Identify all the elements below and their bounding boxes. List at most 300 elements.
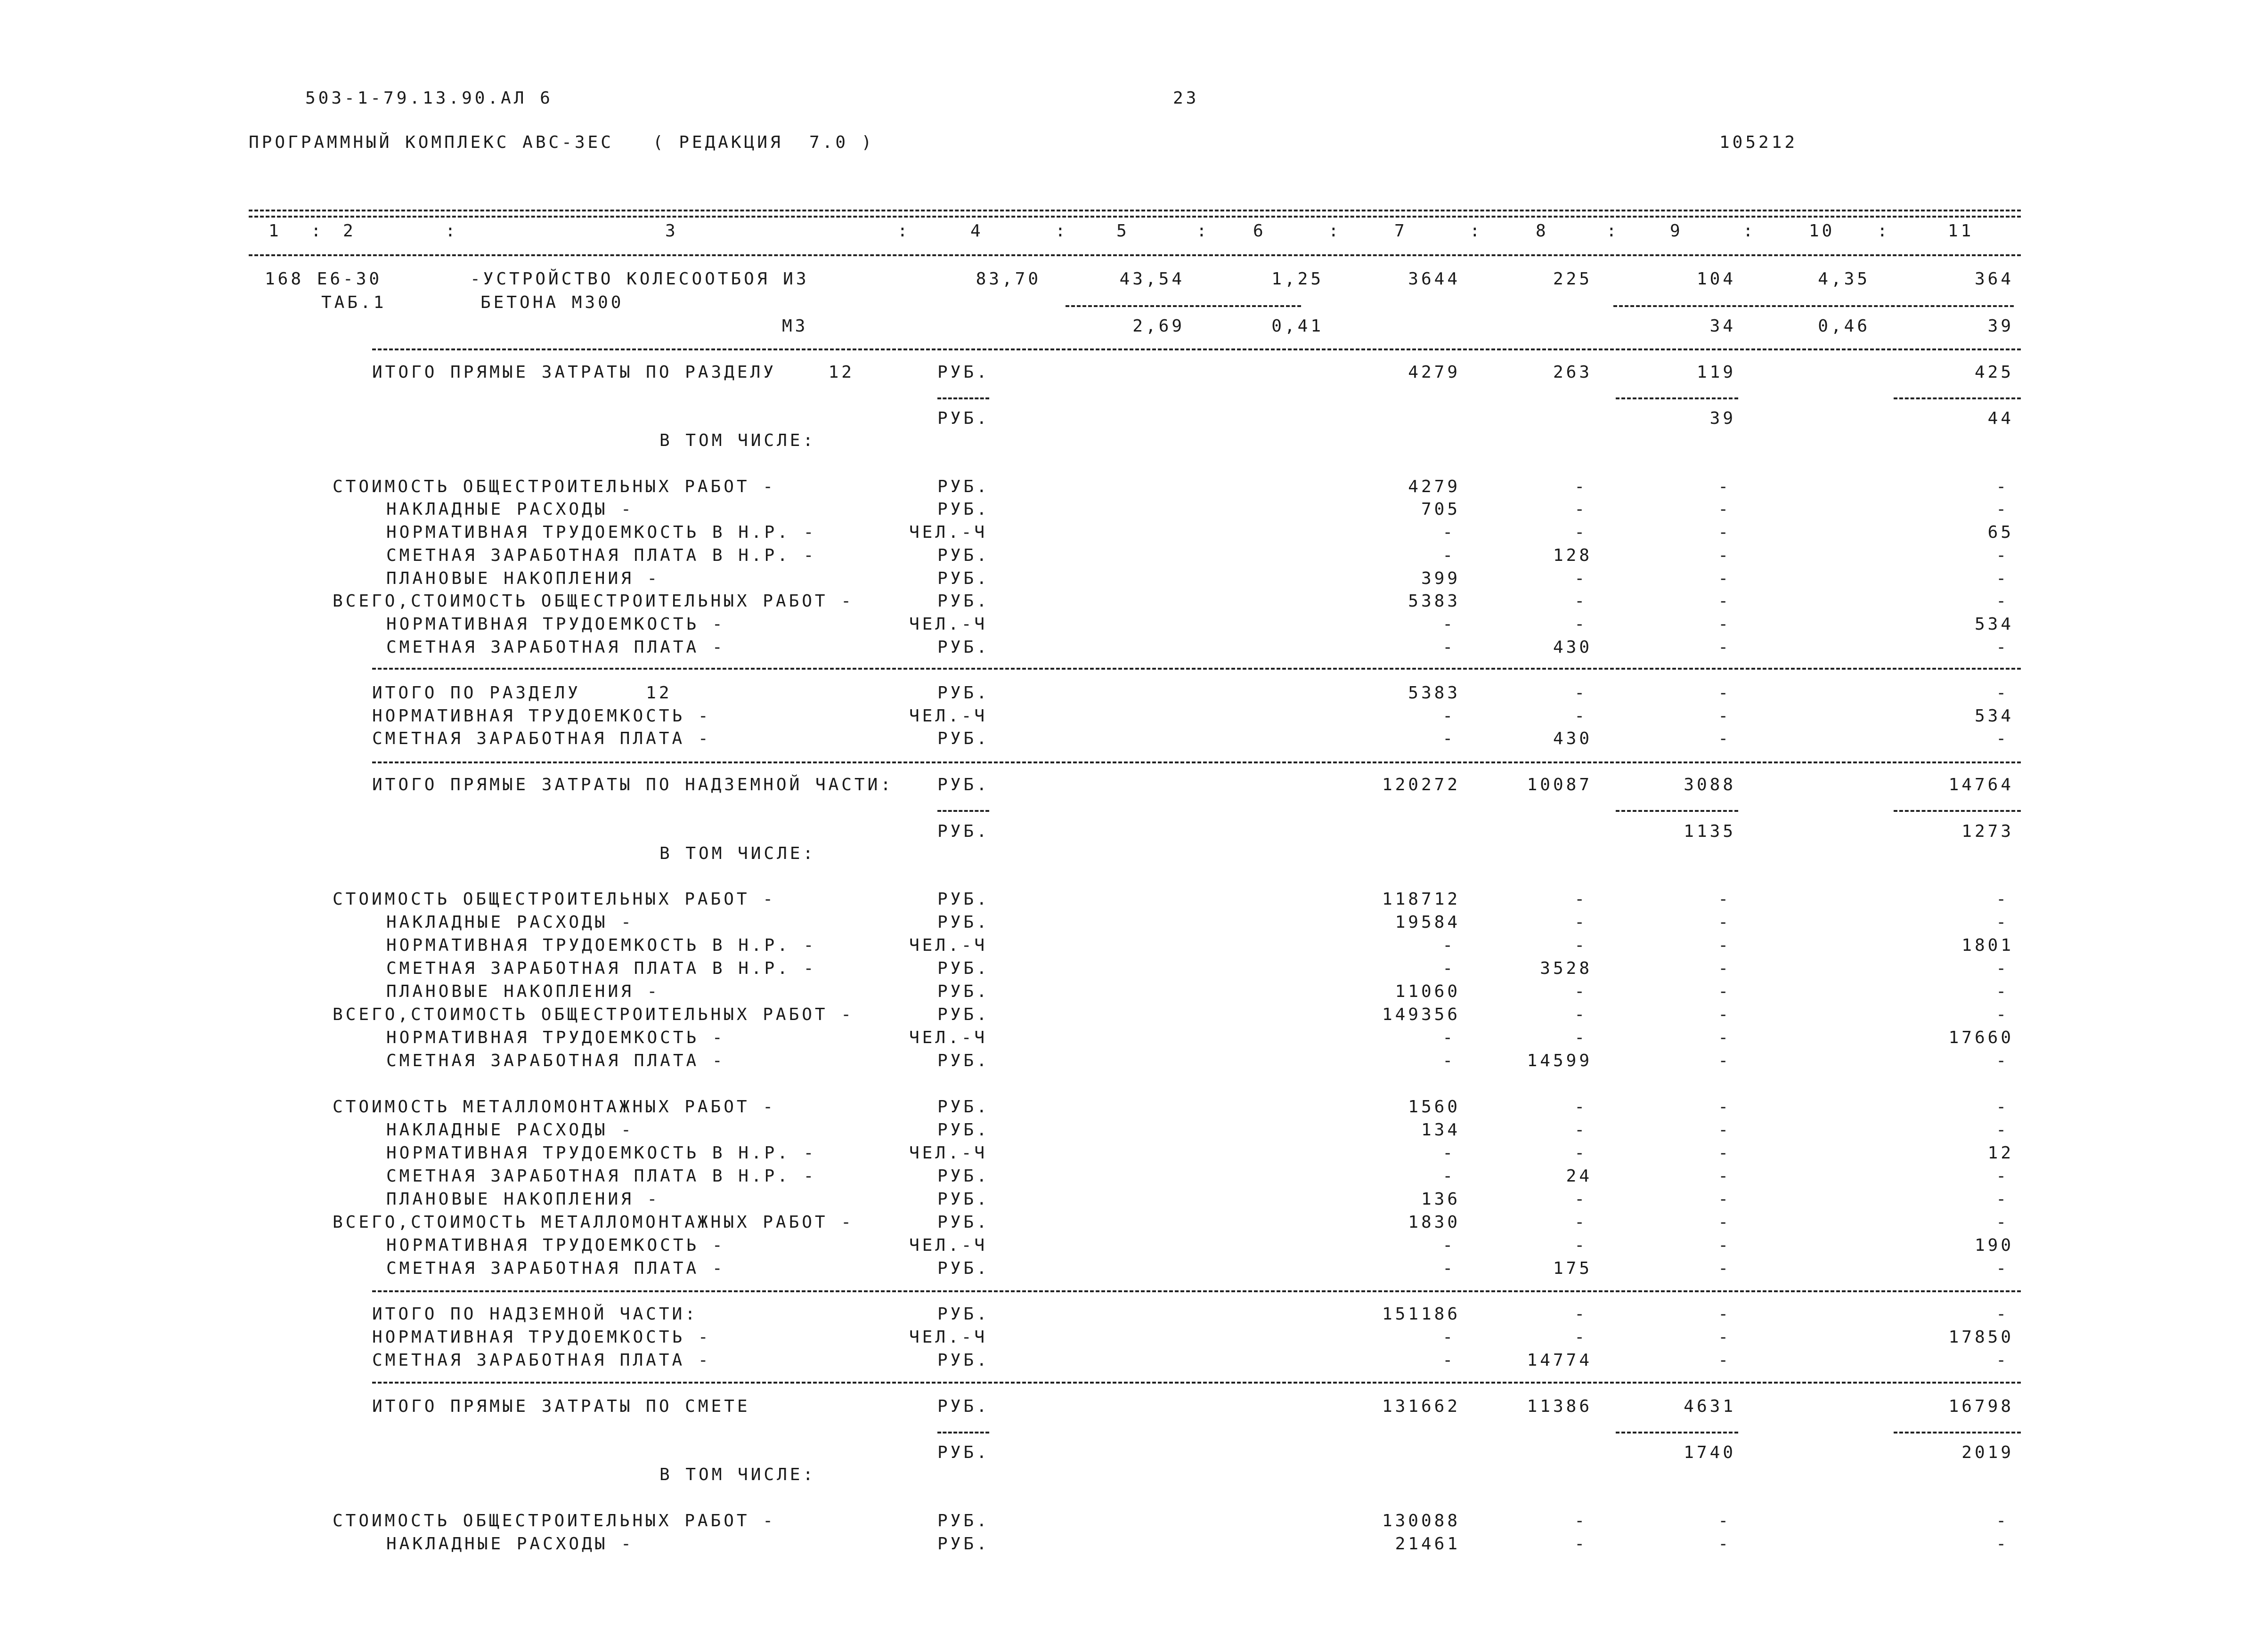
table-row bbox=[0, 1097, 2254, 1120]
table-row bbox=[0, 913, 2254, 935]
cell-col8: 175 bbox=[1553, 1259, 1592, 1278]
cell-col11: 1273 bbox=[1961, 822, 2014, 841]
cell-col9: - bbox=[1718, 982, 1731, 1001]
position-col6: 1,25 bbox=[1271, 269, 1324, 289]
row-unit: РУБ. bbox=[937, 409, 990, 428]
cell-col11: 190 bbox=[1974, 1236, 2014, 1255]
table-row bbox=[0, 431, 2254, 453]
row-label: ВСЕГО,СТОИМОСТЬ ОБЩЕСТРОИТЕЛЬНЫХ РАБОТ - bbox=[333, 1005, 854, 1024]
column-header-6: 6 bbox=[1253, 221, 1266, 241]
cell-col8: 14774 bbox=[1527, 1351, 1592, 1370]
row-label: НОРМАТИВНАЯ ТРУДОЕМКОСТЬ - bbox=[386, 1236, 725, 1255]
position-col9-b: 34 bbox=[1709, 316, 1736, 336]
row-label: СМЕТНАЯ ЗАРАБОТНАЯ ПЛАТА - bbox=[372, 729, 711, 748]
cell-col9: - bbox=[1718, 1120, 1731, 1140]
row-unit: РУБ. bbox=[937, 1443, 990, 1462]
cell-col7: 4279 bbox=[1408, 363, 1460, 382]
cell-col9: - bbox=[1718, 683, 1731, 703]
row-label: СМЕТНАЯ ЗАРАБОТНАЯ ПЛАТА В Н.Р. - bbox=[386, 959, 817, 978]
row-unit: ЧЕЛ.-Ч bbox=[909, 1028, 988, 1047]
cell-col11: - bbox=[1996, 546, 2009, 565]
row-unit: РУБ. bbox=[937, 477, 990, 496]
cell-col8: - bbox=[1574, 523, 1587, 542]
table-row bbox=[0, 1351, 2254, 1373]
cell-col11: 425 bbox=[1974, 363, 2014, 382]
table-row bbox=[0, 477, 2254, 500]
position-col6-b: 0,41 bbox=[1271, 316, 1324, 336]
table-row bbox=[0, 591, 2254, 614]
section-rule bbox=[372, 348, 2021, 350]
cell-col11: - bbox=[1996, 1259, 2009, 1278]
subtotal-rule bbox=[1616, 397, 1738, 399]
cell-col8: - bbox=[1574, 936, 1587, 955]
cell-col7: 120272 bbox=[1382, 775, 1460, 794]
cell-col9: - bbox=[1718, 500, 1731, 519]
position-description: -УСТРОЙСТВО КОЛЕСООТБОЯ ИЗ bbox=[470, 269, 809, 289]
row-label: В ТОМ ЧИСЛЕ: bbox=[659, 1465, 816, 1484]
cell-col8: - bbox=[1574, 1304, 1587, 1324]
row-label: СМЕТНАЯ ЗАРАБОТНАЯ ПЛАТА - bbox=[386, 638, 725, 657]
cell-col7: - bbox=[1442, 1351, 1456, 1370]
column-header-10: 10 bbox=[1809, 221, 1835, 241]
cell-col11: - bbox=[1996, 1351, 2009, 1370]
cell-col11: 16798 bbox=[1948, 1397, 2014, 1416]
position-table-ref: ТАБ.1 bbox=[321, 293, 387, 312]
row-label: ИТОГО ПРЯМЫЕ ЗАТРАТЫ ПО СМЕТЕ bbox=[372, 1397, 750, 1416]
cell-col7: - bbox=[1442, 1143, 1456, 1163]
row-label: СТОИМОСТЬ ОБЩЕСТРОИТЕЛЬНЫХ РАБОТ - bbox=[333, 477, 776, 496]
row-unit: ЧЕЛ.-Ч bbox=[909, 706, 988, 726]
row-label: В ТОМ ЧИСЛЕ: bbox=[659, 431, 816, 450]
position-col5: 43,54 bbox=[1119, 269, 1185, 289]
cell-col9: - bbox=[1718, 1351, 1731, 1370]
column-header-8: 8 bbox=[1536, 221, 1549, 241]
cell-col8: 11386 bbox=[1527, 1397, 1592, 1416]
cell-col9: - bbox=[1718, 1166, 1731, 1186]
cell-col9: 119 bbox=[1696, 363, 1736, 382]
row-unit: РУБ. bbox=[937, 1511, 990, 1531]
cell-col8: - bbox=[1574, 1328, 1587, 1347]
cell-col8: 10087 bbox=[1527, 775, 1592, 794]
row-label: ВСЕГО,СТОИМОСТЬ МЕТАЛЛОМОНТАЖНЫХ РАБОТ - bbox=[333, 1213, 854, 1232]
column-header-4: 4 bbox=[970, 221, 984, 241]
section-rule bbox=[372, 668, 2021, 670]
row-label: ВСЕГО,СТОИМОСТЬ ОБЩЕСТРОИТЕЛЬНЫХ РАБОТ - bbox=[333, 591, 854, 611]
subtotal-rule bbox=[1616, 1432, 1738, 1433]
row-unit: ЧЕЛ.-Ч bbox=[909, 523, 988, 542]
column-header-3: 3 bbox=[665, 221, 678, 241]
cell-col9: - bbox=[1718, 523, 1731, 542]
position-col11: 364 bbox=[1974, 269, 2014, 289]
cell-col11: - bbox=[1996, 1511, 2009, 1531]
cell-col11: 534 bbox=[1974, 615, 2014, 634]
cell-col8: 430 bbox=[1553, 729, 1592, 748]
cell-col9: - bbox=[1718, 729, 1731, 748]
row-label: НОРМАТИВНАЯ ТРУДОЕМКОСТЬ В Н.Р. - bbox=[386, 523, 817, 542]
cell-col8: - bbox=[1574, 1028, 1587, 1047]
column-header-7: 7 bbox=[1394, 221, 1408, 241]
table-top-rule bbox=[249, 210, 2021, 211]
column-header-5: 5 bbox=[1116, 221, 1130, 241]
cell-col9: - bbox=[1718, 546, 1731, 565]
cell-col11: - bbox=[1996, 890, 2009, 909]
cell-col9: - bbox=[1718, 1304, 1731, 1324]
table-row bbox=[0, 409, 2254, 431]
table-row bbox=[0, 546, 2254, 568]
row-label: НОРМАТИВНАЯ ТРУДОЕМКОСТЬ - bbox=[372, 1328, 711, 1347]
table-row bbox=[0, 1005, 2254, 1028]
cell-col9: - bbox=[1718, 913, 1731, 932]
table-row bbox=[0, 363, 2254, 385]
cell-col8: - bbox=[1574, 1213, 1587, 1232]
column-separator: : bbox=[1743, 221, 1756, 241]
table-row bbox=[0, 523, 2254, 545]
cell-col11: 44 bbox=[1987, 409, 2014, 428]
program-title: ПРОГРАММНЫЙ КОМПЛЕКС АВС-3ЕС ( РЕДАКЦИЯ 7.0 ) bbox=[249, 133, 875, 152]
cell-col7: - bbox=[1442, 1166, 1456, 1186]
column-separator: : bbox=[1606, 221, 1619, 241]
row-unit: РУБ. bbox=[937, 890, 990, 909]
cell-col11: - bbox=[1996, 683, 2009, 703]
cell-col8: - bbox=[1574, 1120, 1587, 1140]
table-top-rule-2 bbox=[249, 216, 2021, 218]
row-unit: РУБ. bbox=[937, 982, 990, 1001]
cell-col8: 3528 bbox=[1540, 959, 1592, 978]
row-unit: РУБ. bbox=[937, 729, 990, 748]
row-unit: РУБ. bbox=[937, 638, 990, 657]
cell-col7: - bbox=[1442, 638, 1456, 657]
cell-col8: - bbox=[1574, 477, 1587, 496]
cell-col7: 1830 bbox=[1408, 1213, 1460, 1232]
cell-col7: 151186 bbox=[1382, 1304, 1460, 1324]
column-separator: : bbox=[311, 221, 324, 241]
table-row bbox=[0, 890, 2254, 912]
row-label: НОРМАТИВНАЯ ТРУДОЕМКОСТЬ В Н.Р. - bbox=[386, 1143, 817, 1163]
position-subrule-5-6 bbox=[1066, 305, 1301, 307]
table-row bbox=[0, 1304, 2254, 1327]
cell-col8: 263 bbox=[1553, 363, 1592, 382]
subtotal-rule bbox=[1616, 810, 1738, 812]
row-unit: ЧЕЛ.-Ч bbox=[909, 1236, 988, 1255]
row-label: СМЕТНАЯ ЗАРАБОТНАЯ ПЛАТА - bbox=[386, 1051, 725, 1070]
cell-col11: - bbox=[1996, 569, 2009, 588]
cell-col11: - bbox=[1996, 982, 2009, 1001]
cell-col7: 1560 bbox=[1408, 1097, 1460, 1117]
cell-col7: 131662 bbox=[1382, 1397, 1460, 1416]
cell-col9: - bbox=[1718, 477, 1731, 496]
row-unit: РУБ. bbox=[937, 1304, 990, 1324]
row-unit: РУБ. bbox=[937, 775, 990, 794]
column-separator: : bbox=[1055, 221, 1068, 241]
cell-col8: - bbox=[1574, 683, 1587, 703]
cell-col11: - bbox=[1996, 1051, 2009, 1070]
cell-col11: 65 bbox=[1987, 523, 2014, 542]
cell-col9: - bbox=[1718, 638, 1731, 657]
position-description-2: БЕТОНА М300 bbox=[480, 293, 624, 312]
cell-col11: - bbox=[1996, 1534, 2009, 1554]
row-label: ПЛАНОВЫЕ НАКОПЛЕНИЯ - bbox=[386, 569, 660, 588]
column-header-rule bbox=[249, 254, 2021, 256]
cell-col7: - bbox=[1442, 1028, 1456, 1047]
cell-col9: 3088 bbox=[1684, 775, 1736, 794]
cell-col8: - bbox=[1574, 1236, 1587, 1255]
cell-col11: - bbox=[1996, 500, 2009, 519]
position-col4: 83,70 bbox=[976, 269, 1041, 289]
cell-col8: - bbox=[1574, 1534, 1587, 1554]
row-unit: РУБ. bbox=[937, 1351, 990, 1370]
row-label: НОРМАТИВНАЯ ТРУДОЕМКОСТЬ - bbox=[386, 615, 725, 634]
cell-col9: 4631 bbox=[1684, 1397, 1736, 1416]
cell-col8: - bbox=[1574, 1005, 1587, 1024]
cell-col7: - bbox=[1442, 523, 1456, 542]
cell-col11: - bbox=[1996, 591, 2009, 611]
cell-col8: - bbox=[1574, 1143, 1587, 1163]
table-row bbox=[0, 844, 2254, 866]
table-row bbox=[0, 638, 2254, 660]
document-id: 105212 bbox=[1719, 133, 1798, 152]
cell-col8: - bbox=[1574, 706, 1587, 726]
table-row bbox=[0, 1190, 2254, 1212]
row-unit: ЧЕЛ.-Ч bbox=[909, 1143, 988, 1163]
cell-col8: - bbox=[1574, 1511, 1587, 1531]
cell-col7: 118712 bbox=[1382, 890, 1460, 909]
table-row bbox=[0, 1465, 2254, 1488]
row-unit: РУБ. bbox=[937, 363, 990, 382]
table-row bbox=[0, 569, 2254, 591]
row-label: В ТОМ ЧИСЛЕ: bbox=[659, 844, 816, 863]
cell-col7: - bbox=[1442, 615, 1456, 634]
table-row bbox=[0, 1120, 2254, 1143]
cell-col7: 19584 bbox=[1395, 913, 1460, 932]
position-col8: 225 bbox=[1553, 269, 1592, 289]
position-unit: М3 bbox=[782, 316, 808, 336]
cell-col7: 136 bbox=[1421, 1190, 1460, 1209]
cell-col9: 39 bbox=[1709, 409, 1736, 428]
table-row bbox=[0, 1534, 2254, 1557]
cell-col8: 24 bbox=[1566, 1166, 1592, 1186]
cell-col9: 1740 bbox=[1684, 1443, 1736, 1462]
cell-col9: - bbox=[1718, 706, 1731, 726]
row-label: НОРМАТИВНАЯ ТРУДОЕМКОСТЬ - bbox=[372, 706, 711, 726]
cell-col7: 130088 bbox=[1382, 1511, 1460, 1531]
cell-col11: - bbox=[1996, 729, 2009, 748]
cell-col9: - bbox=[1718, 1097, 1731, 1117]
cell-col9: - bbox=[1718, 1259, 1731, 1278]
row-label: НАКЛАДНЫЕ РАСХОДЫ - bbox=[386, 913, 634, 932]
column-header-9: 9 bbox=[1670, 221, 1683, 241]
cell-col9: - bbox=[1718, 890, 1731, 909]
column-header-1: 1 bbox=[269, 221, 282, 241]
section-rule bbox=[372, 1290, 2021, 1292]
row-label: ПЛАНОВЫЕ НАКОПЛЕНИЯ - bbox=[386, 1190, 660, 1209]
row-label: НАКЛАДНЫЕ РАСХОДЫ - bbox=[386, 1120, 634, 1140]
table-row bbox=[0, 1028, 2254, 1051]
table-row bbox=[0, 1143, 2254, 1166]
table-row bbox=[0, 1213, 2254, 1235]
cell-col7: 11060 bbox=[1395, 982, 1460, 1001]
cell-col9: - bbox=[1718, 1236, 1731, 1255]
cell-col11: - bbox=[1996, 1166, 2009, 1186]
table-row bbox=[0, 1397, 2254, 1419]
cell-col9: 1135 bbox=[1684, 822, 1736, 841]
table-row bbox=[0, 1328, 2254, 1350]
cell-col7: - bbox=[1442, 1259, 1456, 1278]
cell-col9: - bbox=[1718, 936, 1731, 955]
cell-col11: - bbox=[1996, 1120, 2009, 1140]
cell-col11: - bbox=[1996, 1005, 2009, 1024]
cell-col7: - bbox=[1442, 706, 1456, 726]
column-separator: : bbox=[897, 221, 911, 241]
cell-col11: - bbox=[1996, 1097, 2009, 1117]
subtotal-rule bbox=[937, 1432, 989, 1433]
row-label: СМЕТНАЯ ЗАРАБОТНАЯ ПЛАТА - bbox=[386, 1259, 725, 1278]
cell-col7: - bbox=[1442, 546, 1456, 565]
column-separator: : bbox=[1470, 221, 1483, 241]
row-unit: РУБ. bbox=[937, 1397, 990, 1416]
table-row bbox=[0, 1259, 2254, 1281]
row-unit: РУБ. bbox=[937, 1005, 990, 1024]
table-row bbox=[0, 706, 2254, 729]
cell-col11: 17850 bbox=[1948, 1328, 2014, 1347]
cell-col9: - bbox=[1718, 1213, 1731, 1232]
cell-col8: - bbox=[1574, 500, 1587, 519]
row-label: СТОИМОСТЬ ОБЩЕСТРОИТЕЛЬНЫХ РАБОТ - bbox=[333, 890, 776, 909]
table-row bbox=[0, 775, 2254, 798]
table-row bbox=[0, 500, 2254, 522]
row-unit: РУБ. bbox=[937, 546, 990, 565]
row-label: ИТОГО ПРЯМЫЕ ЗАТРАТЫ ПО РАЗДЕЛУ 12 bbox=[372, 363, 854, 382]
row-unit: РУБ. bbox=[937, 591, 990, 611]
cell-col8: - bbox=[1574, 1190, 1587, 1209]
row-label: НОРМАТИВНАЯ ТРУДОЕМКОСТЬ В Н.Р. - bbox=[386, 936, 817, 955]
cell-col7: - bbox=[1442, 1051, 1456, 1070]
cell-col7: - bbox=[1442, 729, 1456, 748]
cell-col11: 14764 bbox=[1948, 775, 2014, 794]
column-separator: : bbox=[1196, 221, 1210, 241]
table-row bbox=[0, 936, 2254, 958]
cell-col9: - bbox=[1718, 1534, 1731, 1554]
row-unit: РУБ. bbox=[937, 569, 990, 588]
cell-col9: - bbox=[1718, 1190, 1731, 1209]
column-header-2: 2 bbox=[343, 221, 356, 241]
table-row bbox=[0, 1443, 2254, 1466]
table-row bbox=[0, 1236, 2254, 1258]
cell-col7: 5383 bbox=[1408, 683, 1460, 703]
cell-col11: 17660 bbox=[1948, 1028, 2014, 1047]
cell-col11: 534 bbox=[1974, 706, 2014, 726]
table-row bbox=[0, 982, 2254, 1004]
row-unit: РУБ. bbox=[937, 1120, 990, 1140]
cell-col8: 430 bbox=[1553, 638, 1592, 657]
cell-col7: 134 bbox=[1421, 1120, 1460, 1140]
cell-col7: 399 bbox=[1421, 569, 1460, 588]
cell-col9: - bbox=[1718, 591, 1731, 611]
cell-col9: - bbox=[1718, 615, 1731, 634]
cell-col9: - bbox=[1718, 1028, 1731, 1047]
cell-col7: - bbox=[1442, 959, 1456, 978]
subtotal-rule bbox=[1894, 397, 2021, 399]
position-col10: 4,35 bbox=[1818, 269, 1870, 289]
subtotal-rule bbox=[1894, 810, 2021, 812]
cell-col11: 2019 bbox=[1961, 1443, 2014, 1462]
row-label: ИТОГО ПРЯМЫЕ ЗАТРАТЫ ПО НАДЗЕМНОЙ ЧАСТИ: bbox=[372, 775, 894, 794]
column-separator: : bbox=[1877, 221, 1890, 241]
row-unit: РУБ. bbox=[937, 822, 990, 841]
cell-col11: 1801 bbox=[1961, 936, 2014, 955]
row-unit: РУБ. bbox=[937, 1534, 990, 1554]
cell-col11: - bbox=[1996, 638, 2009, 657]
row-unit: РУБ. bbox=[937, 683, 990, 703]
section-rule bbox=[372, 1382, 2021, 1384]
cell-col8: - bbox=[1574, 890, 1587, 909]
row-label: НАКЛАДНЫЕ РАСХОДЫ - bbox=[386, 500, 634, 519]
cell-col8: - bbox=[1574, 591, 1587, 611]
subtotal-rule bbox=[937, 810, 989, 812]
position-number: 168 Е6-30 bbox=[265, 269, 382, 289]
row-unit: РУБ. bbox=[937, 1166, 990, 1186]
cell-col7: 21461 bbox=[1395, 1534, 1460, 1554]
column-separator: : bbox=[445, 221, 458, 241]
cell-col8: 128 bbox=[1553, 546, 1592, 565]
cell-col7: 4279 bbox=[1408, 477, 1460, 496]
row-unit: РУБ. bbox=[937, 1051, 990, 1070]
column-separator: : bbox=[1328, 221, 1342, 241]
cell-col8: 14599 bbox=[1527, 1051, 1592, 1070]
position-col7: 3644 bbox=[1408, 269, 1460, 289]
subtotal-rule bbox=[1894, 1432, 2021, 1433]
cell-col7: - bbox=[1442, 1328, 1456, 1347]
position-col11-b: 39 bbox=[1987, 316, 2014, 336]
row-unit: ЧЕЛ.-Ч bbox=[909, 1328, 988, 1347]
row-label: ПЛАНОВЫЕ НАКОПЛЕНИЯ - bbox=[386, 982, 660, 1001]
row-label: СМЕТНАЯ ЗАРАБОТНАЯ ПЛАТА В Н.Р. - bbox=[386, 1166, 817, 1186]
row-label: НАКЛАДНЫЕ РАСХОДЫ - bbox=[386, 1534, 634, 1554]
cell-col9: - bbox=[1718, 1051, 1731, 1070]
table-row bbox=[0, 1166, 2254, 1189]
row-unit: РУБ. bbox=[937, 1190, 990, 1209]
row-label: СМЕТНАЯ ЗАРАБОТНАЯ ПЛАТА - bbox=[372, 1351, 711, 1370]
cell-col8: - bbox=[1574, 982, 1587, 1001]
cell-col9: - bbox=[1718, 1511, 1731, 1531]
page-number: 23 bbox=[1173, 89, 1199, 108]
cell-col11: - bbox=[1996, 477, 2009, 496]
cell-col9: - bbox=[1718, 1005, 1731, 1024]
row-label: НОРМАТИВНАЯ ТРУДОЕМКОСТЬ - bbox=[386, 1028, 725, 1047]
row-unit: РУБ. bbox=[937, 500, 990, 519]
row-label: СТОИМОСТЬ МЕТАЛЛОМОНТАЖНЫХ РАБОТ - bbox=[333, 1097, 776, 1117]
section-rule bbox=[372, 761, 2021, 763]
cell-col8: - bbox=[1574, 913, 1587, 932]
row-unit: ЧЕЛ.-Ч bbox=[909, 936, 988, 955]
cell-col11: - bbox=[1996, 959, 2009, 978]
cell-col8: - bbox=[1574, 615, 1587, 634]
row-unit: РУБ. bbox=[937, 1213, 990, 1232]
cell-col7: - bbox=[1442, 936, 1456, 955]
position-subrule-9-11 bbox=[1613, 305, 2014, 307]
column-header-11: 11 bbox=[1948, 221, 1974, 241]
position-col10-b: 0,46 bbox=[1818, 316, 1870, 336]
row-unit: РУБ. bbox=[937, 1259, 990, 1278]
cell-col9: - bbox=[1718, 1328, 1731, 1347]
row-label: ИТОГО ПО НАДЗЕМНОЙ ЧАСТИ: bbox=[372, 1304, 698, 1324]
table-row bbox=[0, 729, 2254, 752]
row-label: ИТОГО ПО РАЗДЕЛУ 12 bbox=[372, 683, 672, 703]
table-row bbox=[0, 822, 2254, 844]
cell-col9: - bbox=[1718, 569, 1731, 588]
position-col5-b: 2,69 bbox=[1132, 316, 1185, 336]
cell-col9: - bbox=[1718, 959, 1731, 978]
cell-col8: - bbox=[1574, 1097, 1587, 1117]
